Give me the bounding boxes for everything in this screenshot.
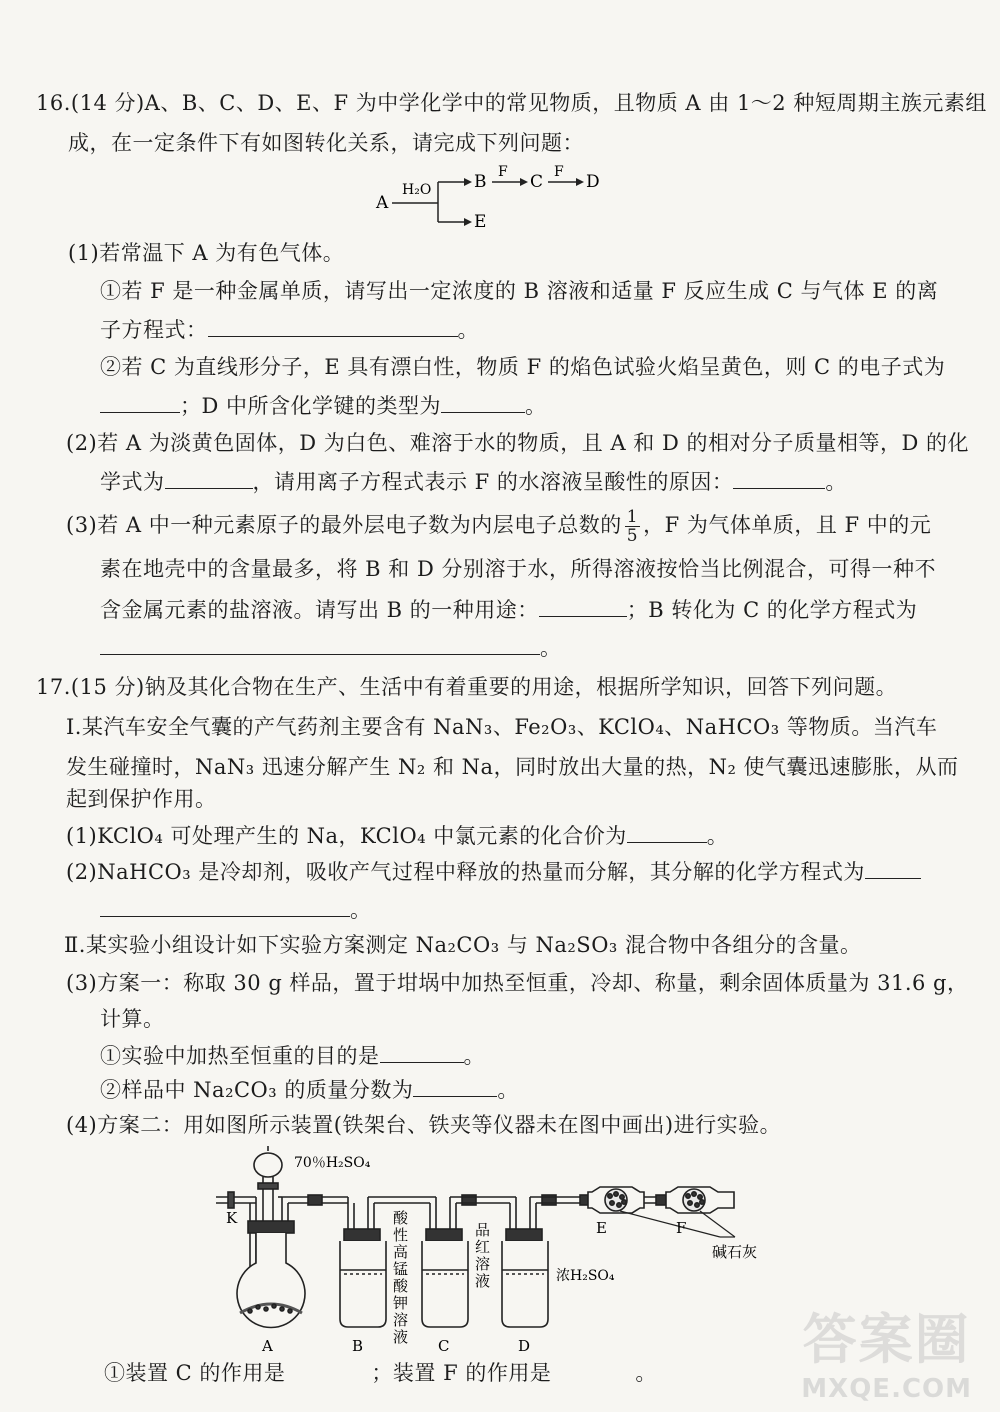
scheme-d: D: [586, 172, 600, 192]
svg-text:品: 品: [475, 1221, 491, 1239]
answer-blank[interactable]: [208, 314, 458, 337]
label-c: C: [438, 1337, 450, 1355]
svg-text:高: 高: [393, 1243, 409, 1261]
q16-part3-line1: [66, 508, 931, 545]
label-a: A: [262, 1337, 273, 1355]
q17-part2-end: 。: [350, 898, 372, 922]
q17-part4: (4)方案二：用如图所示装置(铁架台、铁夹等仪器未在图中画出)进行实验。: [66, 1113, 782, 1137]
label-f: F: [676, 1219, 687, 1237]
q17-part3b-end: 。: [497, 1078, 519, 1102]
svg-text:钾: 钾: [393, 1294, 409, 1312]
q17-part4a-c: ①装置 C 的作用是: [104, 1361, 286, 1385]
label-b: B: [352, 1337, 364, 1355]
apparatus-diagram: [200, 1145, 800, 1360]
svg-text:溶: 溶: [475, 1255, 491, 1273]
svg-text:酸: 酸: [393, 1209, 409, 1227]
q17-part2-text: (2)NaHCO₃ 是冷却剂，吸收产气过程中释放的热量而分解，其分解的化学方程式为: [66, 860, 865, 884]
scheme-c: C: [530, 172, 544, 192]
answer-blank[interactable]: [380, 1040, 464, 1063]
q16-part3-eq: ；B 转化为 C 的化学方程式为: [626, 598, 918, 622]
valve-k-label: K: [226, 1209, 238, 1227]
q17-stem: 17.(15 分)钠及其化合物在生产、生活中有着重要的用途，根据所学知识，回答下列问题。: [36, 675, 898, 699]
q16-part1a-line1: ①若 F 是一种金属单质，请写出一定浓度的 B 溶液和适量 F 反应生成 C 与气体 E 的离: [100, 279, 939, 303]
q16-part1b-line2: [100, 390, 547, 421]
answer-blank[interactable]: [539, 594, 627, 617]
answer-blank[interactable]: [865, 856, 921, 879]
q16-part2-line1: (2)若 A 为淡黄色固体，D 为白色、难溶于水的物质，且 A 和 D 的相对分子质量相等，D 的化: [66, 431, 969, 455]
q16-part3-use: 含金属元素的盐溶液。请写出 B 的一种用途：: [100, 598, 539, 622]
q17-part3b-text: ②样品中 Na₂CO₃ 的质量分数为: [100, 1078, 414, 1102]
q17-part3a-end: 。: [463, 1044, 485, 1068]
svg-text:液: 液: [393, 1328, 409, 1346]
q16-part2-b: ，请用离子方程式表示 F 的水溶液呈酸性的原因：: [252, 470, 734, 494]
q17-section1-line3: 起到保护作用。: [66, 787, 217, 811]
q16-part2-line2: [100, 466, 847, 497]
q17-part1: [66, 820, 728, 851]
q16-part3-line4: [100, 632, 562, 663]
svg-text:性: 性: [393, 1226, 409, 1244]
q17-part4a-end: 。: [635, 1361, 657, 1385]
scheme-f2: F: [554, 164, 564, 180]
q16-part3-b: ，F 为气体单质，且 F 中的元: [643, 513, 932, 537]
d-reagent-label: 浓H₂SO₄: [556, 1268, 615, 1284]
answer-blank[interactable]: [100, 390, 180, 413]
svg-text:红: 红: [475, 1238, 491, 1256]
q16-part2-end: 。: [825, 470, 847, 494]
answer-blank[interactable]: [627, 820, 707, 843]
answer-blank[interactable]: [441, 390, 525, 413]
answer-blank[interactable]: [733, 466, 825, 489]
svg-text:溶: 溶: [393, 1311, 409, 1329]
q16-stem-line2: 成，在一定条件下有如图转化关系，请完成下列问题：: [68, 131, 584, 155]
q17-part3-line1: (3)方案一：称取 30 g 样品，置于坩埚中加热至恒重，冷却、称量，剩余固体质量为 31.6 g，: [66, 971, 969, 995]
answer-blank[interactable]: [100, 894, 350, 917]
watermark: [801, 1297, 972, 1404]
q16-stem-line1: 16.(14 分)A、B、C、D、E、F 为中学化学中的常见物质，且物质 A 由 1～2 种短周期主族元素组: [36, 91, 987, 115]
q16-part1-head: (1)若常温下 A 为有色气体。: [68, 241, 345, 265]
scheme-e: E: [474, 212, 487, 232]
q17-part3b: [100, 1074, 519, 1105]
q16-part1b-end: 。: [525, 394, 547, 418]
b-reagent-label: [393, 1209, 409, 1346]
q17-part4a: [104, 1358, 657, 1388]
answer-blank[interactable]: [413, 1074, 497, 1097]
scheme-f1: F: [498, 164, 508, 180]
q17-part2: [66, 856, 921, 887]
svg-text:液: 液: [475, 1272, 491, 1290]
soda-lime-label: 碱石灰: [712, 1243, 758, 1261]
scheme-b: B: [474, 172, 487, 192]
q17-part3-line2: 计算。: [100, 1007, 165, 1031]
label-e: E: [596, 1219, 607, 1237]
c-reagent-label: [475, 1221, 490, 1290]
scheme-h2o: H₂O: [402, 182, 432, 198]
fraction-denominator: 5: [626, 526, 639, 546]
q16-part3-a: (3)若 A 中一种元素原子的最外层电子数为内层电子总数的: [66, 513, 622, 537]
q16-part3-line2: 素在地壳中的含量最多，将 B 和 D 分别溶于水，所得溶液按恰当比例混合，可得一种不: [100, 557, 936, 581]
svg-text:酸: 酸: [393, 1277, 409, 1295]
label-d: D: [518, 1337, 531, 1355]
q17-part4a-f: ；装置 F 的作用是: [371, 1361, 552, 1385]
q17-section1-line1: Ⅰ.某汽车安全气囊的产气药剂主要含有 NaN₃、Fe₂O₃、KClO₄、NaHCO₃ 等物质。当汽车: [66, 715, 938, 739]
scheme-a: A: [376, 193, 389, 213]
q17-part3a: [100, 1040, 485, 1071]
q16-part1b-line1: ②若 C 为直线形分子，E 具有漂白性，物质 F 的焰色试验火焰呈黄色，则 C 的电子式为: [100, 355, 946, 379]
q17-part2-line2: [100, 894, 372, 925]
watermark-url: MXQE.COM: [801, 1374, 972, 1404]
q16-part2-a: 学式为: [100, 470, 165, 494]
q17-part1-end: 。: [706, 824, 729, 848]
acid-label: 70％H₂SO₄: [294, 1155, 371, 1171]
watermark-logo: 答案圈: [802, 1308, 971, 1371]
q16-conversion-scheme: [370, 160, 610, 240]
answer-blank[interactable]: [100, 632, 540, 655]
q17-part1-text: (1)KClO₄ 可处理产生的 Na，KClO₄ 中氯元素的化合价为: [66, 824, 627, 848]
q17-section1-line2: 发生碰撞时，NaN₃ 迅速分解产生 N₂ 和 Na，同时放出大量的热，N₂ 使气囊迅速膨胀，从而: [66, 755, 959, 779]
fraction-one-fifth: [625, 508, 640, 545]
q16-part1a-line2: [100, 314, 479, 345]
q16-part3-line3: [100, 594, 917, 625]
q17-section2: Ⅱ.某实验小组设计如下实验方案测定 Na₂CO₃ 与 Na₂SO₃ 混合物中各组分的含量。: [64, 933, 862, 957]
svg-text:锰: 锰: [393, 1260, 409, 1278]
q16-part1b-mid: ；D 中所含化学键的类型为: [180, 394, 442, 418]
q16-part3-end: 。: [540, 636, 562, 660]
q17-part3a-text: ①实验中加热至恒重的目的是: [100, 1044, 380, 1068]
q16-part1a-end: 。: [457, 318, 479, 342]
answer-blank[interactable]: [165, 466, 253, 489]
fraction-numerator: 1: [626, 507, 639, 527]
q16-part1a-prefix: 子方程式：: [100, 318, 208, 342]
